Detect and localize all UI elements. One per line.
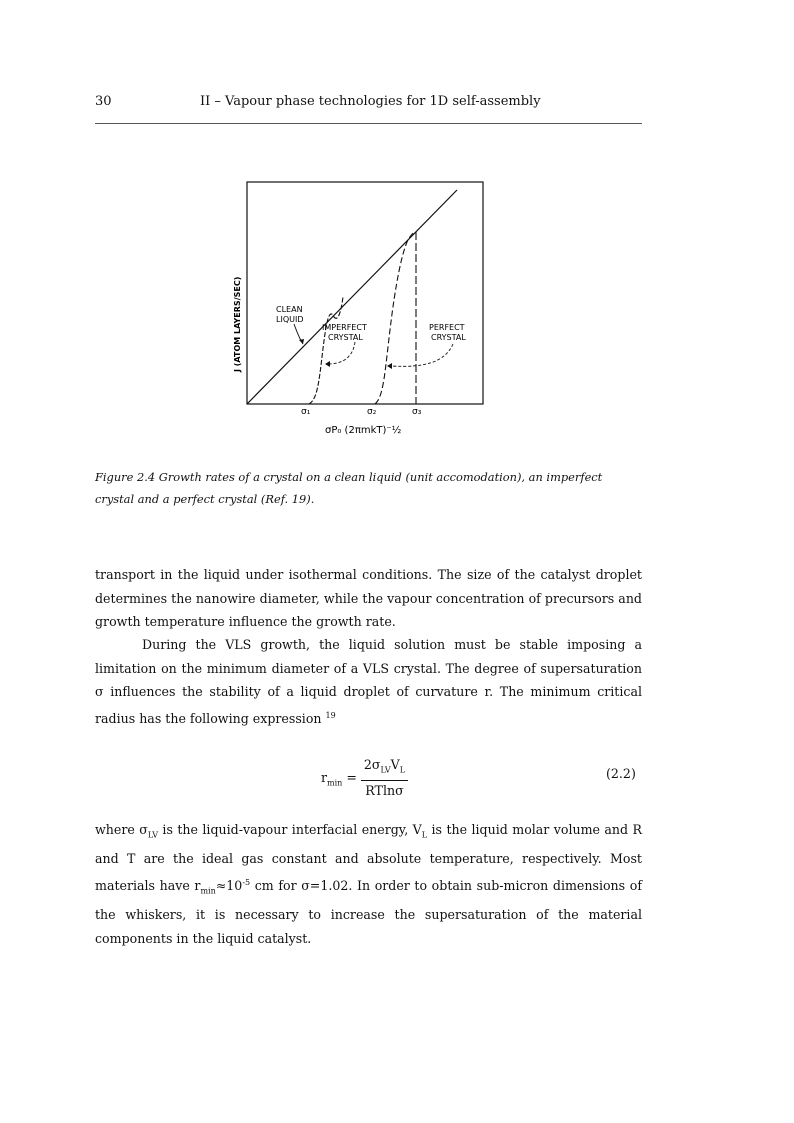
x-axis-label: σP₀ (2πmkT)⁻½	[325, 425, 402, 436]
eq-num-sub: LV	[380, 765, 391, 775]
figure-caption: Figure 2.4 Growth rates of a crystal on a clean liquid (unit accomodation), an imperfect crystal and a perfect crystal (Ref. 19).	[95, 470, 603, 506]
paragraph-3	[95, 818, 642, 950]
label-imperfect-2: CRYSTAL	[328, 333, 363, 342]
p3-sub-l: L	[421, 830, 428, 840]
eq-numerator	[361, 756, 408, 781]
imperfect-crystal-curve	[309, 297, 343, 404]
p3-text-5: cm for σ=1.02. In order to obtain sub-micron dimensions of the whiskers, it is necessary to increase the supersaturation of the material components in the liquid catalyst.	[95, 877, 642, 946]
p3-sub-lv: LV	[147, 830, 158, 840]
label-perfect-2: CRYSTAL	[431, 333, 466, 342]
citation-19: 19	[325, 710, 336, 720]
paragraph-2-text: During the VLS growth, the liquid solution must be stable imposing a limitation on the minimum diameter of a VLS crystal. The degree of supersaturation σ influences the stability of a liquid droplet of curvature r. The minimum critical radius has the following expression	[95, 637, 642, 726]
tick-sigma2: σ₂	[367, 407, 377, 417]
eq-denominator: RTlnσ	[365, 782, 404, 798]
eq-equals: =	[346, 769, 357, 785]
page-number: 30	[95, 94, 112, 109]
eq-num-tail: V	[390, 757, 400, 772]
label-clean-1: CLEAN	[276, 305, 303, 314]
paragraph-1: transport in the liquid under isothermal conditions. The size of the catalyst droplet determines the nanowire diameter, while the vapour concentration of precursors and growth temperature influence the growth rate.	[95, 567, 642, 630]
paragraph-2	[95, 633, 642, 731]
eq-lhs: r	[321, 769, 328, 785]
p3-text-4: ≈10	[215, 877, 243, 893]
tick-sigma3: σ₃	[412, 407, 422, 417]
label-perfect-1: PERFECT	[429, 323, 465, 332]
imperfect-arrow	[328, 342, 355, 364]
plot-frame	[247, 182, 483, 404]
perfect-arrowhead	[387, 363, 392, 369]
perfect-crystal-curve	[375, 232, 416, 404]
p3-text-1: where σ	[95, 822, 148, 837]
y-axis-label: J (ATOM LAYERS/SEC)	[233, 276, 242, 372]
tick-sigma1: σ₁	[301, 407, 311, 417]
eq-fraction	[361, 756, 408, 801]
eq-num-tail-sub: L	[399, 765, 406, 775]
clean-liquid-line	[247, 190, 457, 404]
header-rule	[95, 123, 642, 124]
perfect-arrow	[391, 344, 453, 366]
equation-number: (2.2)	[606, 766, 636, 781]
label-imperfect-1: IMPERFECT	[322, 323, 367, 332]
p3-sup-exp: -5	[242, 877, 251, 887]
p3-text-2: is the liquid-vapour interfacial energy, V	[158, 822, 422, 837]
p3-sub-min: min	[200, 886, 216, 896]
running-header: II – Vapour phase technologies for 1D self-assembly	[200, 94, 541, 109]
growth-rate-figure	[225, 172, 495, 442]
label-clean-2: LIQUID	[276, 315, 304, 324]
eq-lhs-sub: min	[327, 778, 343, 788]
imperfect-arrowhead	[325, 361, 330, 367]
eq-num-main: 2σ	[363, 757, 381, 772]
equation-2-2	[321, 756, 408, 801]
clean-arrowhead	[299, 339, 304, 344]
p3-text-3: is the liquid molar volume and R and T are the ideal gas constant and absolute temperature, respectively. Most materials have r	[95, 822, 643, 893]
